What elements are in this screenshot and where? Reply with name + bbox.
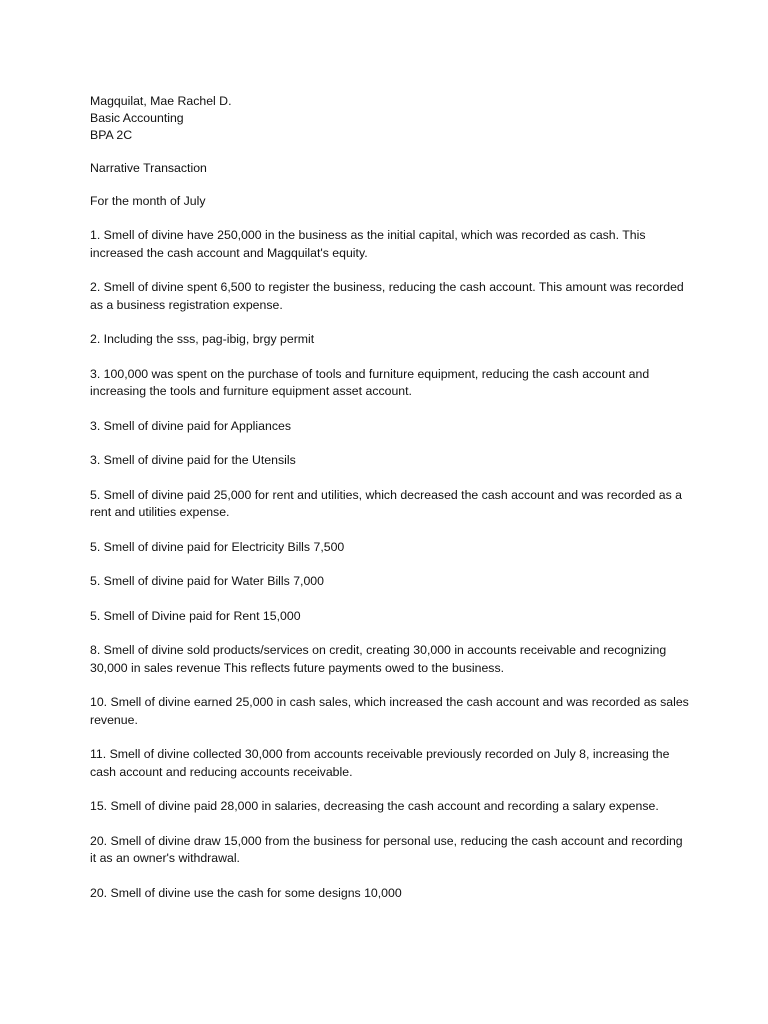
transaction-item: 11. Smell of divine collected 30,000 from accounts receivable previously recorded on July 8, increasing the cash account and reducing accounts receivable. (90, 747, 670, 779)
transaction-item: 5. Smell of divine paid for Electricity Bills 7,500 (90, 539, 345, 554)
section-name: BPA 2C (90, 128, 133, 142)
transaction-item: 2. Smell of divine spent 6,500 to register the business, reducing the cash account. This amount was recorded as a business registration expense. (90, 280, 684, 312)
transaction-item: 5. Smell of Divine paid for Rent 15,000 (90, 608, 301, 623)
transaction-item: 1. Smell of divine have 250,000 in the business as the initial capital, which was recorded as cash. This increased the cash account and Magquilat's equity. (90, 228, 646, 260)
transaction-item: 15. Smell of divine paid 28,000 in salaries, decreasing the cash account and recording a salary expense. (90, 799, 659, 813)
document-body (90, 93, 690, 902)
transaction-item: 20. Smell of divine draw 15,000 from the business for personal use, reducing the cash account and recording it as an owner's withdrawal. (90, 833, 683, 865)
transaction-item: 3. 100,000 was spent on the purchase of tools and furniture equipment, reducing the cash account and increasing the tools and furniture equipment asset account. (90, 366, 650, 398)
transaction-list (90, 227, 690, 902)
transaction-item: 10. Smell of divine earned 25,000 in cash sales, which increased the cash account and was recorded as sales revenue. (90, 695, 689, 727)
transaction-item: 5. Smell of divine paid for Water Bills 7,000 (90, 574, 324, 588)
transaction-item: 3. Smell of divine paid for the Utensils (90, 453, 296, 467)
transaction-item: 20. Smell of divine use the cash for some designs 10,000 (90, 885, 402, 900)
transaction-item: 2. Including the sss, pag-ibig, brgy permit (90, 332, 315, 346)
student-name: Magquilat, Mae Rachel D. (90, 94, 232, 108)
transaction-item: 3. Smell of divine paid for Appliances (90, 418, 291, 433)
transaction-item: 5. Smell of divine paid 25,000 for rent and utilities, which decreased the cash account and was recorded as a rent and utilities expense. (90, 487, 682, 519)
document-title: Narrative Transaction (90, 161, 207, 175)
period-label: For the month of July (90, 194, 206, 208)
transaction-item: 8. Smell of divine sold products/services on credit, creating 30,000 in accounts receivable and recognizing 30,000 in sales revenue This reflects future payments owed to the business. (90, 643, 667, 675)
course-name: Basic Accounting (90, 111, 184, 125)
